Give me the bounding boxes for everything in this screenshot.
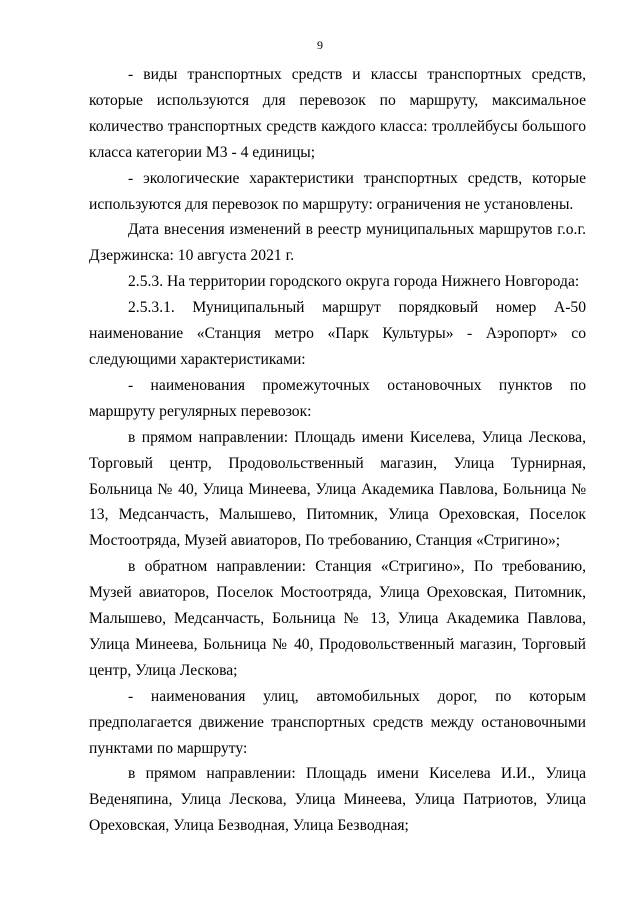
paragraph-reverse-stops: в обратном направлении: Станция «Стригино», По требованию, Музей авиаторов, Поселок Мостоотряда, Улица Ореховская, Питомник, Малышево, Медсанчасть, Больница № 13, Улица Академика Павлова, Улица Минеева, Больница № 40, Продовольственный магазин, Торговый центр, Улица Лескова;	[89, 558, 586, 679]
page-number: 9	[317, 38, 323, 52]
paragraph-registry-date: Дата внесения изменений в реестр муниципальных маршрутов г.о.г. Дзержинска: 10 августа 2021 г.	[89, 221, 586, 265]
paragraph-intermediate-stops-heading: - наименования промежуточных остановочных пунктов по маршруту регулярных перевозок:	[89, 376, 586, 420]
section-heading-2-5-3: 2.5.3. На территории городского округа города Нижнего Новгорода:	[128, 273, 580, 291]
paragraph-route-a50: 2.5.3.1. Муниципальный маршрут порядковый номер А-50 наименование «Станция метро «Парк Культуры» - Аэропорт» со следующими характеристиками:	[89, 299, 586, 368]
paragraph-streets-heading: - наименования улиц, автомобильных дорог, по которым предполагается движение транспортных средств между остановочными пунктами по маршруту:	[89, 687, 586, 757]
paragraph-vehicle-types: - виды транспортных средств и классы транспортных средств, которые используются для перевозок по маршруту, максимальное количество транспортных средств каждого класса: троллейбусы большого класса категории М3 - 4 единицы;	[89, 66, 586, 161]
paragraph-ecological-characteristics: - экологические характеристики транспортных средств, которые используются для перевозок по маршруту: ограничения не установлены.	[89, 169, 586, 213]
paragraph-forward-streets: в прямом направлении: Площадь имени Киселева И.И., Улица Веденяпина, Улица Лескова, Улица Минеева, Улица Патриотов, Улица Ореховская, Улица Безводная, Улица Безводная;	[89, 765, 586, 835]
document-body	[89, 62, 586, 839]
paragraph-forward-stops: в прямом направлении: Площадь имени Киселева, Улица Лескова, Торговый центр, Продовольственный магазин, Улица Турнирная, Больница № 40, Улица Минеева, Улица Академика Павлова, Больница № 13, Медсанчасть, Малышево, Питомник, Улица Ореховская, Поселок Мостоотряда, Музей авиаторов, По требованию, Станция «Стригино»;	[89, 428, 586, 550]
